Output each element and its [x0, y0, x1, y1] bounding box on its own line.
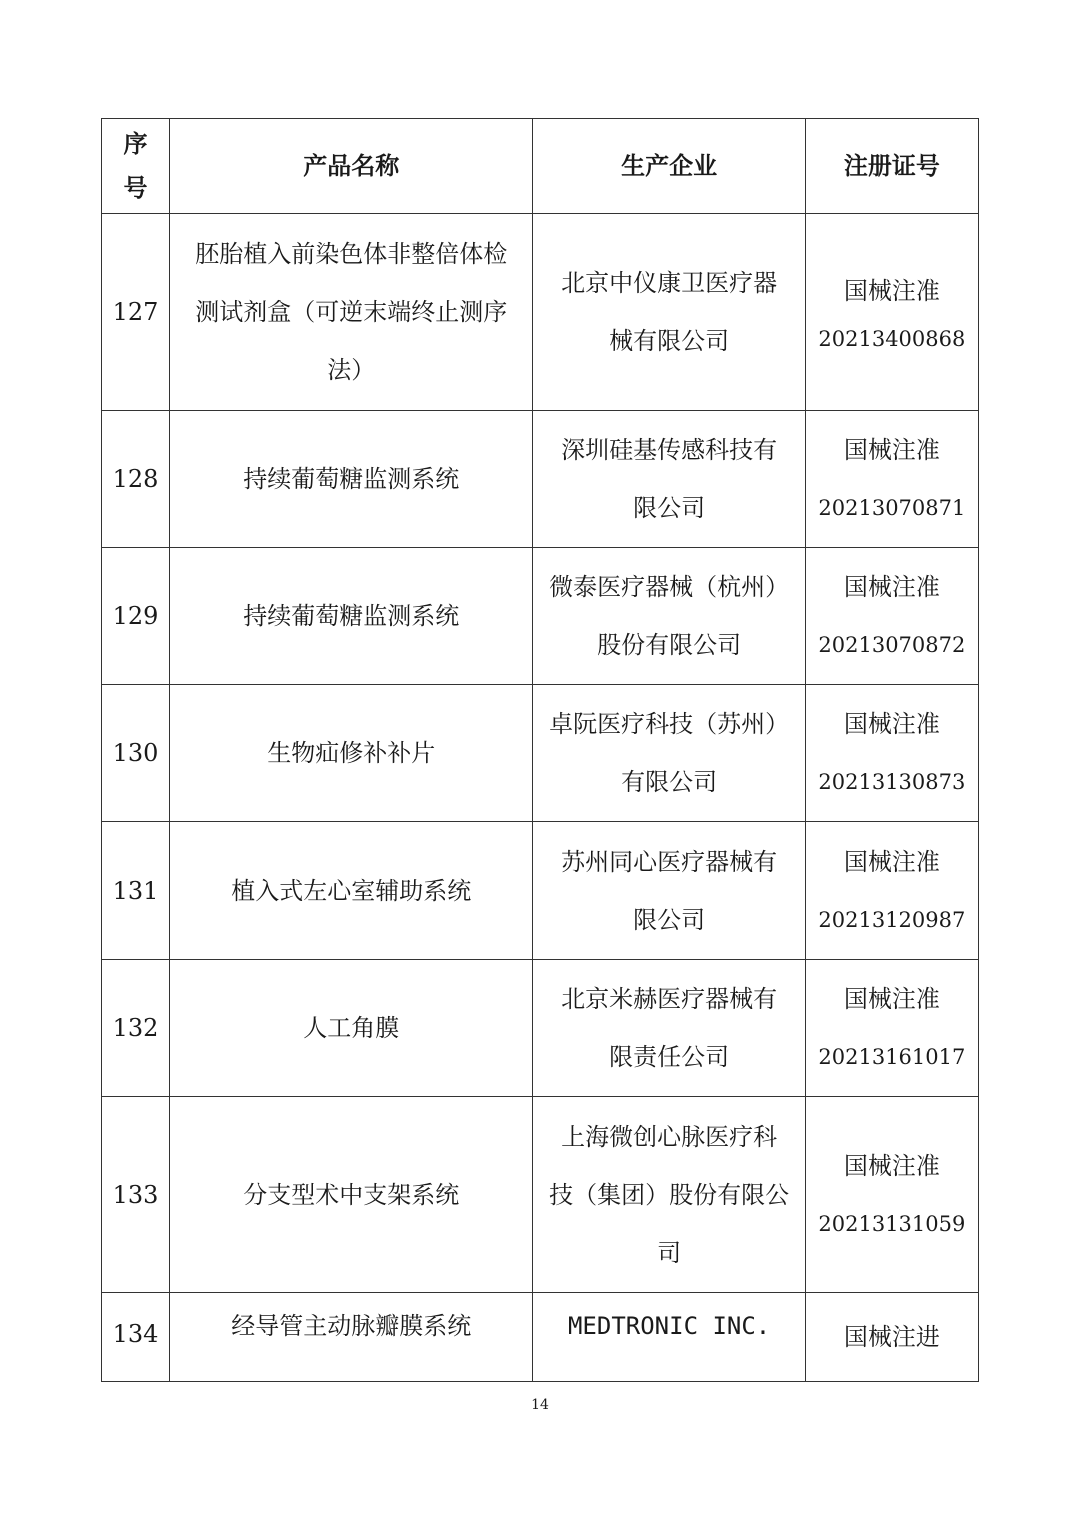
row-registration: 国械注准 20213400868: [805, 214, 978, 411]
table-row: [102, 411, 979, 548]
header-manufacturer: 生产企业: [533, 119, 805, 214]
page-number: 14: [531, 1397, 549, 1413]
row-registration: 国械注准 20213070872: [805, 548, 978, 685]
row-index: 133: [102, 1097, 170, 1293]
row-index: 127: [102, 214, 170, 411]
row-registration: 国械注准 20213130873: [805, 685, 978, 822]
row-manufacturer: 深圳硅基传感科技有 限公司: [533, 411, 805, 548]
row-index: 130: [102, 685, 170, 822]
registration-table: [101, 118, 979, 1382]
row-product: 持续葡萄糖监测系统: [170, 411, 533, 548]
row-product: 人工角膜: [170, 960, 533, 1097]
row-registration: 国械注进: [805, 1293, 978, 1382]
row-index: 134: [102, 1293, 170, 1382]
table-row: [102, 685, 979, 822]
table-row: [102, 822, 979, 960]
row-manufacturer: MEDTRONIC INC.: [533, 1293, 805, 1382]
table-row: [102, 1293, 979, 1382]
row-registration: 国械注准 20213120987: [805, 822, 978, 960]
row-index: 129: [102, 548, 170, 685]
table-row: [102, 1097, 979, 1293]
table-row: [102, 548, 979, 685]
row-manufacturer: 微泰医疗器械（杭州） 股份有限公司: [533, 548, 805, 685]
row-product: 分支型术中支架系统: [170, 1097, 533, 1293]
row-manufacturer: 北京米赫医疗器械有 限责任公司: [533, 960, 805, 1097]
row-product: 经导管主动脉瓣膜系统: [170, 1293, 533, 1382]
row-manufacturer: 北京中仪康卫医疗器 械有限公司: [533, 214, 805, 411]
row-manufacturer: 上海微创心脉医疗科 技（集团）股份有限公 司: [533, 1097, 805, 1293]
row-registration: 国械注准 20213131059: [805, 1097, 978, 1293]
row-registration: 国械注准 20213070871: [805, 411, 978, 548]
row-index: 128: [102, 411, 170, 548]
row-product: 胚胎植入前染色体非整倍体检 测试剂盒（可逆末端终止测序 法）: [170, 214, 533, 411]
table-header-row: [102, 119, 979, 214]
row-registration: 国械注准 20213161017: [805, 960, 978, 1097]
header-registration: 注册证号: [805, 119, 978, 214]
row-product: 持续葡萄糖监测系统: [170, 548, 533, 685]
row-product: 植入式左心室辅助系统: [170, 822, 533, 960]
table-row: [102, 960, 979, 1097]
row-manufacturer: 卓阮医疗科技（苏州） 有限公司: [533, 685, 805, 822]
row-index: 131: [102, 822, 170, 960]
header-index: 序 号: [102, 119, 170, 214]
row-index: 132: [102, 960, 170, 1097]
header-product: 产品名称: [170, 119, 533, 214]
table-row: [102, 214, 979, 411]
row-manufacturer: 苏州同心医疗器械有 限公司: [533, 822, 805, 960]
row-product: 生物疝修补补片: [170, 685, 533, 822]
